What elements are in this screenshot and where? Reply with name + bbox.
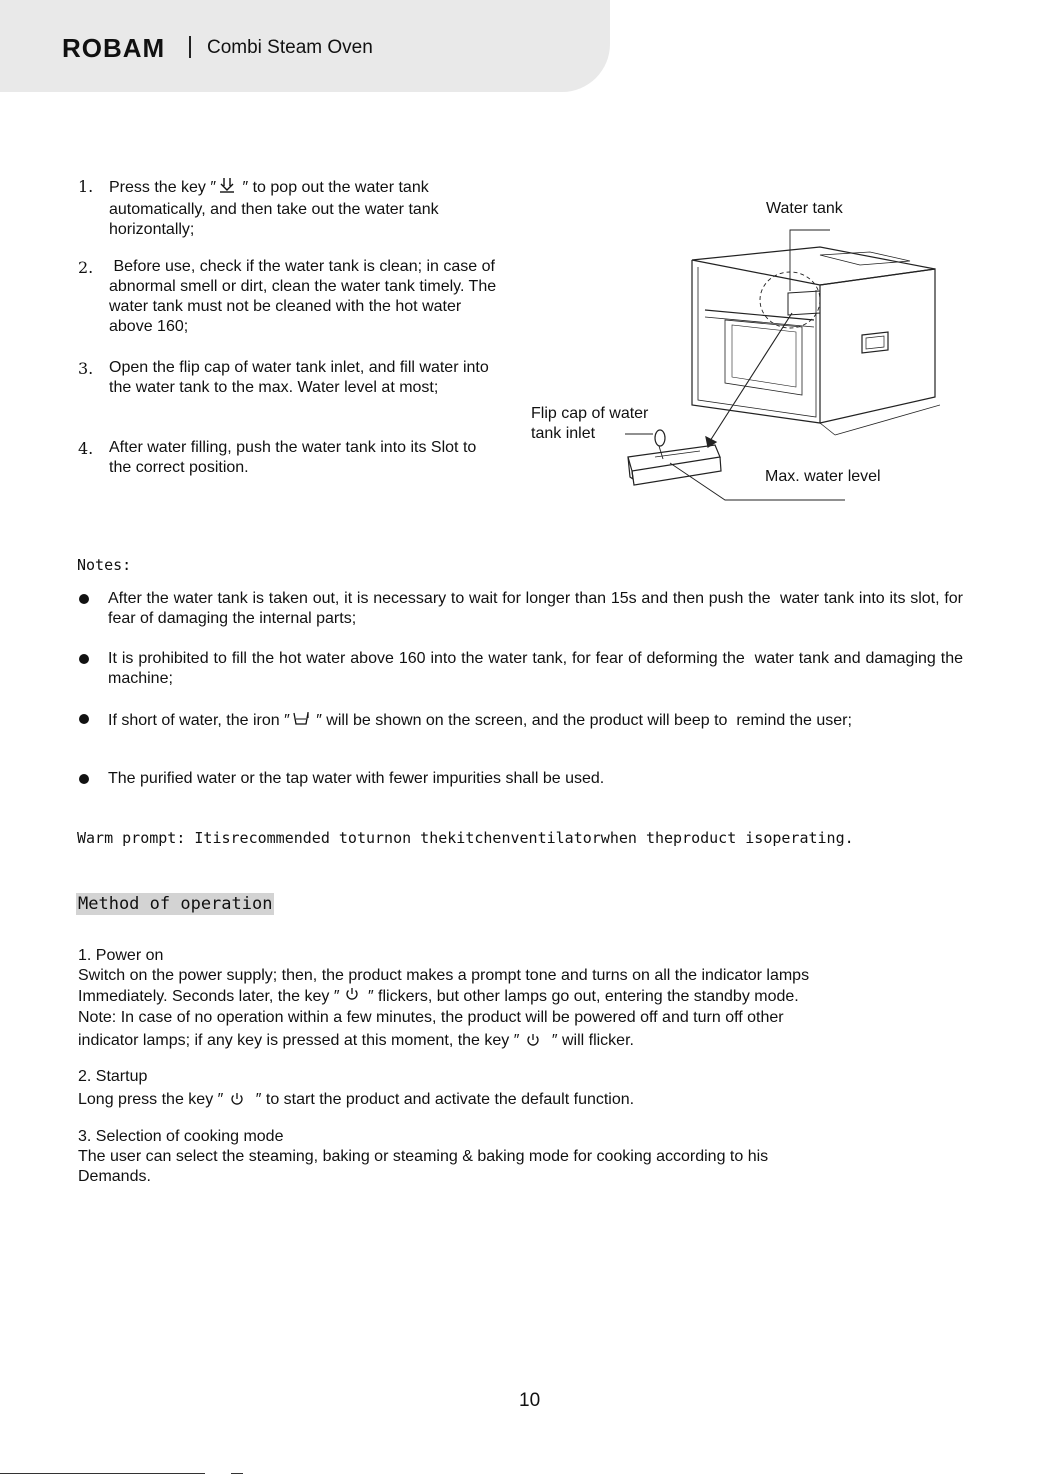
bullet-icon bbox=[79, 714, 89, 724]
power-icon bbox=[340, 986, 364, 1008]
document-title: Combi Steam Oven bbox=[207, 37, 373, 58]
note-2 bbox=[78, 649, 963, 689]
tank-eject-icon bbox=[216, 176, 238, 200]
body-line: Immediately. Seconds later, the key ″ ″ flickers, but other lamps go out, entering the standby mode. bbox=[78, 986, 958, 1008]
note-4 bbox=[78, 769, 963, 789]
power-icon bbox=[519, 1028, 547, 1054]
body-line: Note: In case of no operation within a few minutes, the product will be powered off and turn off other bbox=[78, 1009, 784, 1026]
step-3 bbox=[78, 358, 498, 398]
note-3 bbox=[78, 709, 963, 733]
water-shortage-icon bbox=[290, 709, 312, 733]
body-line: Long press the key ″ ″ to start the product and activate the default function. bbox=[78, 1087, 958, 1113]
method-power-on bbox=[78, 946, 958, 1054]
step-text: After water filling, push the water tank into its Slot to the correct position. bbox=[109, 439, 477, 476]
method-cooking-mode bbox=[78, 1127, 958, 1187]
step-text: Press the key ″ ″ to pop out the water tank automatically, and then take out the water tank horizontally; bbox=[109, 176, 498, 240]
body-line: The user can select the steaming, baking or steaming & baking mode for cooking according to his bbox=[78, 1148, 769, 1165]
section-heading: 3. Selection of cooking mode bbox=[78, 1128, 284, 1145]
step-4 bbox=[78, 438, 498, 478]
step-text: Before use, check if the water tank is clean; in case of abnormal smell or dirt, clean the water tank timely. The water tank must not be cleaned with the hot water above 160; bbox=[109, 258, 497, 335]
brand-logo: ROBAM bbox=[62, 33, 166, 63]
footer-rule bbox=[0, 1473, 205, 1474]
power-icon bbox=[223, 1087, 251, 1113]
bullet-icon bbox=[79, 594, 89, 604]
step-1 bbox=[78, 176, 498, 240]
label-max-water-level: Max. water level bbox=[765, 468, 881, 485]
note-text: It is prohibited to fill the hot water above 160 into the water tank, for fear of deforming the water tank and damaging the machine; bbox=[108, 650, 963, 687]
bullet-icon bbox=[79, 654, 89, 664]
notes-title: Notes: bbox=[77, 556, 132, 574]
footer-rule-short bbox=[231, 1473, 243, 1474]
brand-divider bbox=[189, 36, 191, 58]
label-flip-cap: Flip cap of water tank inlet bbox=[531, 405, 649, 442]
oven-water-tank-diagram bbox=[520, 195, 940, 515]
step-number: 4. bbox=[78, 439, 94, 458]
note-1 bbox=[78, 589, 963, 629]
step-2 bbox=[78, 257, 498, 337]
label-water-tank: Water tank bbox=[766, 200, 843, 217]
body-line: Demands. bbox=[78, 1168, 151, 1185]
note-text: The purified water or the tap water with fewer impurities shall be used. bbox=[108, 770, 605, 787]
step-text: Open the flip cap of water tank inlet, and fill water into the water tank to the max. Water level at most; bbox=[109, 359, 489, 396]
method-startup bbox=[78, 1067, 958, 1113]
step-number: 1. bbox=[78, 177, 94, 196]
method-title: Method of operation bbox=[78, 894, 273, 914]
oven-illustration bbox=[520, 195, 940, 515]
warm-prompt: Warm prompt: Itisrecommended toturnon thekitchenventilatorwhen theproduct isoperating. bbox=[77, 829, 854, 847]
page-number: 10 bbox=[519, 1390, 541, 1411]
step-number: 2. bbox=[78, 258, 94, 277]
note-text: If short of water, the iron ″ ″ will be shown on the screen, and the product will beep to remind the user; bbox=[108, 709, 963, 733]
header-band bbox=[0, 0, 610, 92]
bullet-icon bbox=[79, 774, 89, 784]
note-text: After the water tank is taken out, it is necessary to wait for longer than 15s and then push the water tank into its slot, for fear of damaging the internal parts; bbox=[108, 590, 963, 627]
step-number: 3. bbox=[78, 359, 94, 378]
section-heading: 1. Power on bbox=[78, 947, 164, 964]
body-line: indicator lamps; if any key is pressed at this moment, the key ″ ″ will flicker. bbox=[78, 1028, 958, 1054]
section-heading: 2. Startup bbox=[78, 1068, 148, 1085]
body-line: Switch on the power supply; then, the product makes a prompt tone and turns on all the indicator lamps bbox=[78, 967, 810, 984]
